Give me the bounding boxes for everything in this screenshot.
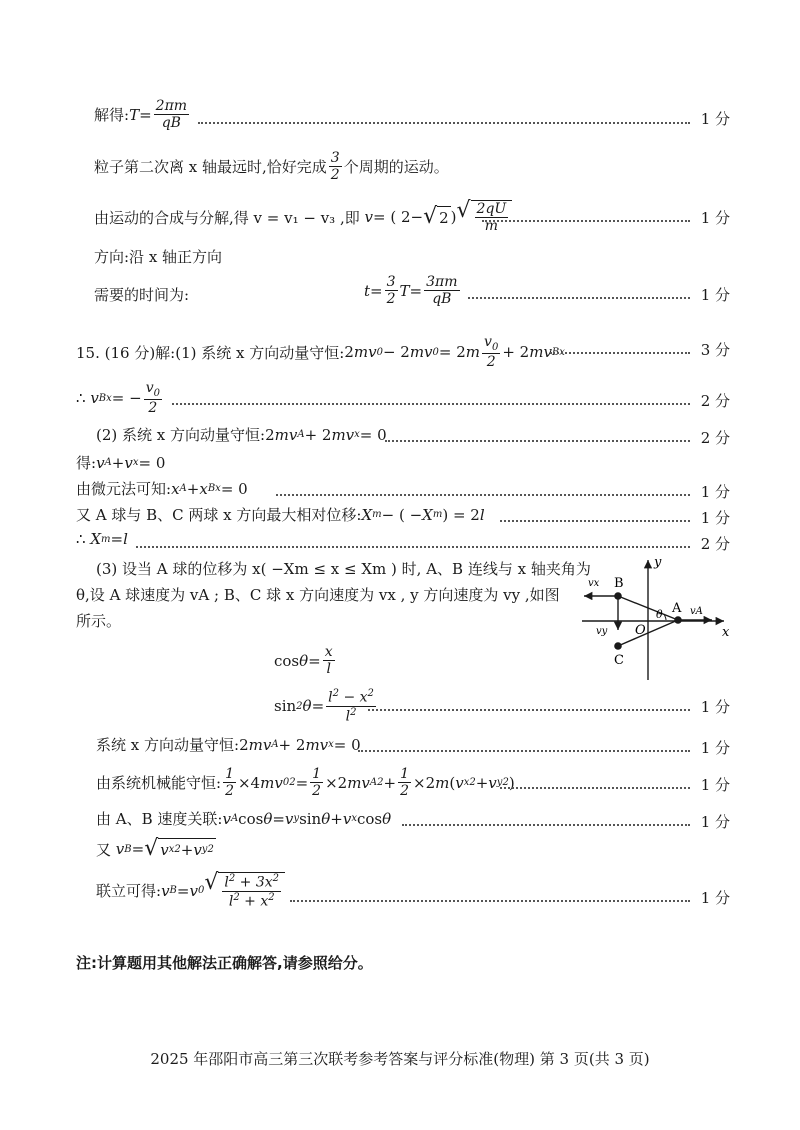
line-label: 由系统机械能守恒:: [96, 774, 222, 793]
equation: 2 mv A + 2 mv x = 0: [265, 425, 387, 444]
equation: X m = l: [85, 530, 128, 548]
line-label: 得:: [76, 454, 97, 472]
line-result: [76, 452, 165, 473]
score: 1 分: [700, 286, 730, 304]
label-A: A: [672, 601, 682, 616]
line-final: [96, 872, 285, 910]
line-sin-theta: [274, 688, 378, 725]
dot-leader: [500, 787, 690, 789]
line-vBx: [76, 380, 164, 416]
line-label: 系统 x 方向动量守恒:: [96, 736, 240, 754]
line-label: θ,设 A 球速度为 vA ; B、C 球 x 方向速度为 vx , y 方向速度为 vy ,如图: [76, 586, 560, 604]
label-O: O: [635, 623, 646, 638]
y-axis-label: y: [654, 556, 662, 570]
line-micro: [76, 478, 248, 499]
line-time-equation: [364, 274, 462, 307]
line-solution-T: [94, 98, 191, 131]
line-problem-15: [76, 334, 565, 370]
score: 1 分: [700, 889, 730, 907]
ball-C: [614, 642, 622, 650]
score: 1 分: [700, 509, 730, 527]
score: 1 分: [700, 739, 730, 757]
label-B: B: [614, 576, 624, 591]
dot-leader: [172, 403, 690, 405]
equation: cos θ = $\frac{x}{l}$: [274, 644, 333, 678]
dot-leader: [500, 520, 690, 522]
line-label: 由 A、B 速度关联:: [96, 810, 223, 828]
score: 2 分: [700, 535, 730, 553]
dot-leader: [198, 122, 690, 124]
score: 2 分: [700, 392, 730, 410]
line-label: 由运动的合成与分解,得 v = v₁ − v₃ ,即: [94, 208, 360, 227]
score: 3 分: [700, 341, 730, 359]
line-label: 方向:沿 x 轴正方向: [94, 248, 223, 266]
label-vx: vx: [588, 578, 600, 589]
line-label: 又 A 球与 B、C 两球 x 方向最大相对位移:: [76, 506, 362, 524]
line-label: 联立可得:: [96, 882, 162, 901]
score: 1 分: [700, 110, 730, 128]
equation: v B = √ v x 2 + v y 2: [111, 836, 214, 861]
equation: t = $\frac{3}{2}$ T = $\frac{3\pi m}{qB}$: [364, 274, 458, 308]
line-relative-displacement: [76, 504, 485, 525]
equation: T = $\frac{2\pi m}{qB}$: [129, 98, 188, 132]
line-energy: [96, 766, 515, 799]
line-period-statement: [94, 150, 449, 183]
line-label: 需要的时间为:: [94, 286, 190, 304]
line-part-2: [96, 424, 387, 445]
physics-diagram: [572, 556, 742, 686]
dot-leader: [550, 352, 690, 354]
equation: v Bx = − $\frac{v_0}{2}$: [85, 380, 160, 417]
equation: 2 mv 0 − 2 mv 0 = 2 m $\frac{v_0}{2}$ + 2 mv Bx: [344, 334, 565, 371]
equation: v = ( 2− √ 2 ) √ $\frac{2qU}{m}$: [360, 200, 512, 234]
dot-leader: [276, 494, 690, 496]
page-footer: 2025 年邵阳市高三第三次联考参考答案与评分标准(物理) 第 3 页(共 3 页): [150, 1050, 650, 1068]
line-label: ∴: [76, 389, 86, 408]
line-Xm: [76, 530, 128, 548]
dot-leader: [385, 440, 690, 442]
line-label: 由微元法可知:: [76, 480, 172, 498]
line-part-3b: [76, 584, 560, 605]
equation: v A cos θ = v y sin θ + v x cos θ: [222, 809, 392, 828]
dot-leader: [368, 709, 690, 711]
x-axis-label: x: [722, 625, 730, 640]
dot-leader: [290, 900, 690, 902]
score: 1 分: [700, 483, 730, 501]
equation: X m − ( − X m ) = 2 l: [361, 505, 485, 524]
line-label: (3) 设当 A 球的位移为 x( −Xm ≤ x ≤ Xm ) 时, A、B 连线与 x 轴夹角为: [96, 560, 591, 578]
score: 1 分: [700, 209, 730, 227]
label-vy: vy: [596, 626, 608, 637]
line-label: (2) 系统 x 方向动量守恒:: [96, 426, 266, 444]
line-label: ∴: [76, 530, 86, 548]
line-label-after: 个周期的运动。: [343, 158, 449, 177]
equation: v B = v 0 √ $\frac{l^2 + 3x^2}{l^2 + x^2}$: [161, 872, 285, 910]
line-label: 15. (16 分)解:(1) 系统 x 方向动量守恒:: [76, 343, 345, 362]
dot-leader: [358, 750, 690, 752]
line-momentum: [96, 734, 361, 755]
equation: 2 mv A + 2 mv x = 0: [239, 735, 361, 754]
line-label: 又: [96, 840, 112, 859]
line-cos-theta: [274, 644, 337, 677]
score: 1 分: [700, 698, 730, 716]
grading-note: 注:计算题用其他解法正确解答,请参照给分。: [76, 954, 373, 972]
equation: $\frac{3}{2}$: [330, 150, 340, 184]
score: 1 分: [700, 776, 730, 794]
dot-leader: [468, 297, 690, 299]
dot-leader: [482, 220, 690, 222]
equation: $\frac{1}{2}$ ×4 mv 0 2 = $\frac{1}{2}$ ×2 mv A 2 + $\frac{1}{2}$ ×2 m ( v x 2 + v y 2 ): [225, 766, 515, 800]
label-theta: θ: [656, 608, 663, 621]
label-C: C: [614, 653, 624, 668]
dot-leader: [402, 824, 690, 826]
line-time-label: [94, 284, 189, 305]
equation: sin 2 θ = $\frac{l^2 - x^2}{l^2}$: [274, 688, 374, 725]
line-velocity-relation: [96, 808, 391, 829]
equation: x A + x Bx = 0: [171, 479, 248, 498]
equation: v A + v x = 0: [96, 453, 166, 472]
label-vA: vA: [690, 606, 703, 617]
dot-leader: [136, 546, 690, 548]
line-direction: [94, 246, 222, 267]
score: 1 分: [700, 813, 730, 831]
score: 2 分: [700, 429, 730, 447]
line-vB: [96, 838, 216, 860]
line-label: 所示。: [76, 612, 122, 630]
line-part-3c: [76, 610, 121, 631]
line-velocity: [94, 200, 512, 234]
line-part-3a: [96, 558, 591, 579]
line-label: 解得:: [94, 106, 130, 125]
line-label: 粒子第二次离 x 轴最远时,恰好完成: [94, 158, 327, 177]
